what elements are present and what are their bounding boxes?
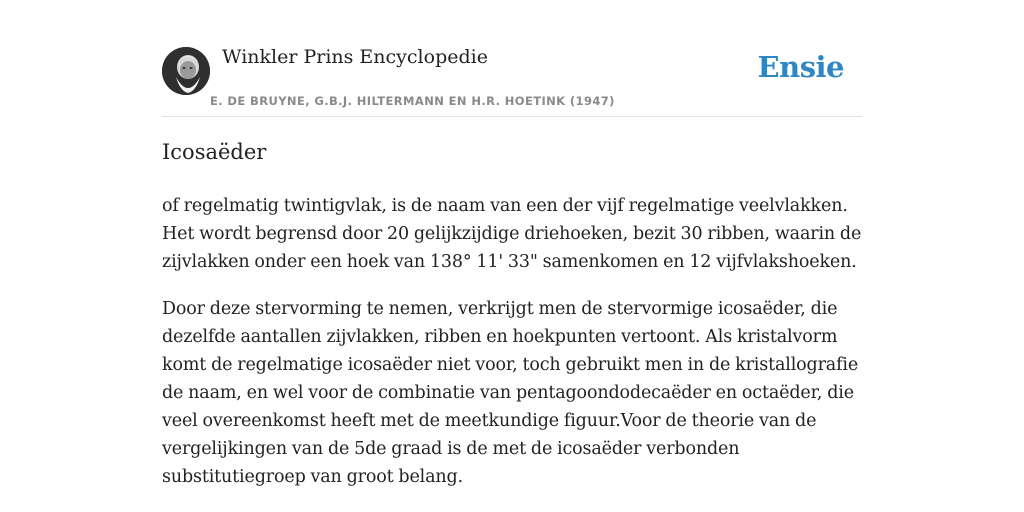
authors-byline: E. DE BRUYNE, G.B.J. HILTERMANN EN H.R. HOETINK (1947) bbox=[210, 94, 615, 108]
article-paragraph: Door deze stervorming te nemen, verkrijgt men de stervormige icosaëder, die dezelfde aantallen zijvlakken, ribben en hoekpunten vertoont. Als kristalvorm komt de regelmatige icosaëder niet voor, toch gebruikt men in de kristallografie de naam, en wel voor de combinatie van pentagoondodecaëder en octaëder, die veel overeenkomst heeft met de meetkundige figuur.Voor de theorie van de vergelijkingen van de 5de graad is de met de icosaëder verbonden substitutiegroep van groot belang. bbox=[162, 299, 859, 487]
article-paragraph: of regelmatig twintigvlak, is de naam van een der vijf regelmatige veelvlakken. Het wordt begrensd door 20 gelijkzijdige driehoeken, bezit 30 ribben, waarin de zijvlakken onder een hoek van 138° 11' 33" samenkomen en 12 vijfvlakshoeken. bbox=[162, 196, 862, 272]
brand-logo[interactable]: Ensie bbox=[757, 50, 844, 84]
site-title[interactable]: Winkler Prins Encyclopedie bbox=[222, 46, 488, 68]
article-body bbox=[162, 192, 862, 510]
header bbox=[162, 46, 862, 117]
article-title: Icosaëder bbox=[162, 140, 267, 164]
author-avatar[interactable] bbox=[162, 47, 210, 95]
portrait-icon bbox=[162, 47, 210, 95]
